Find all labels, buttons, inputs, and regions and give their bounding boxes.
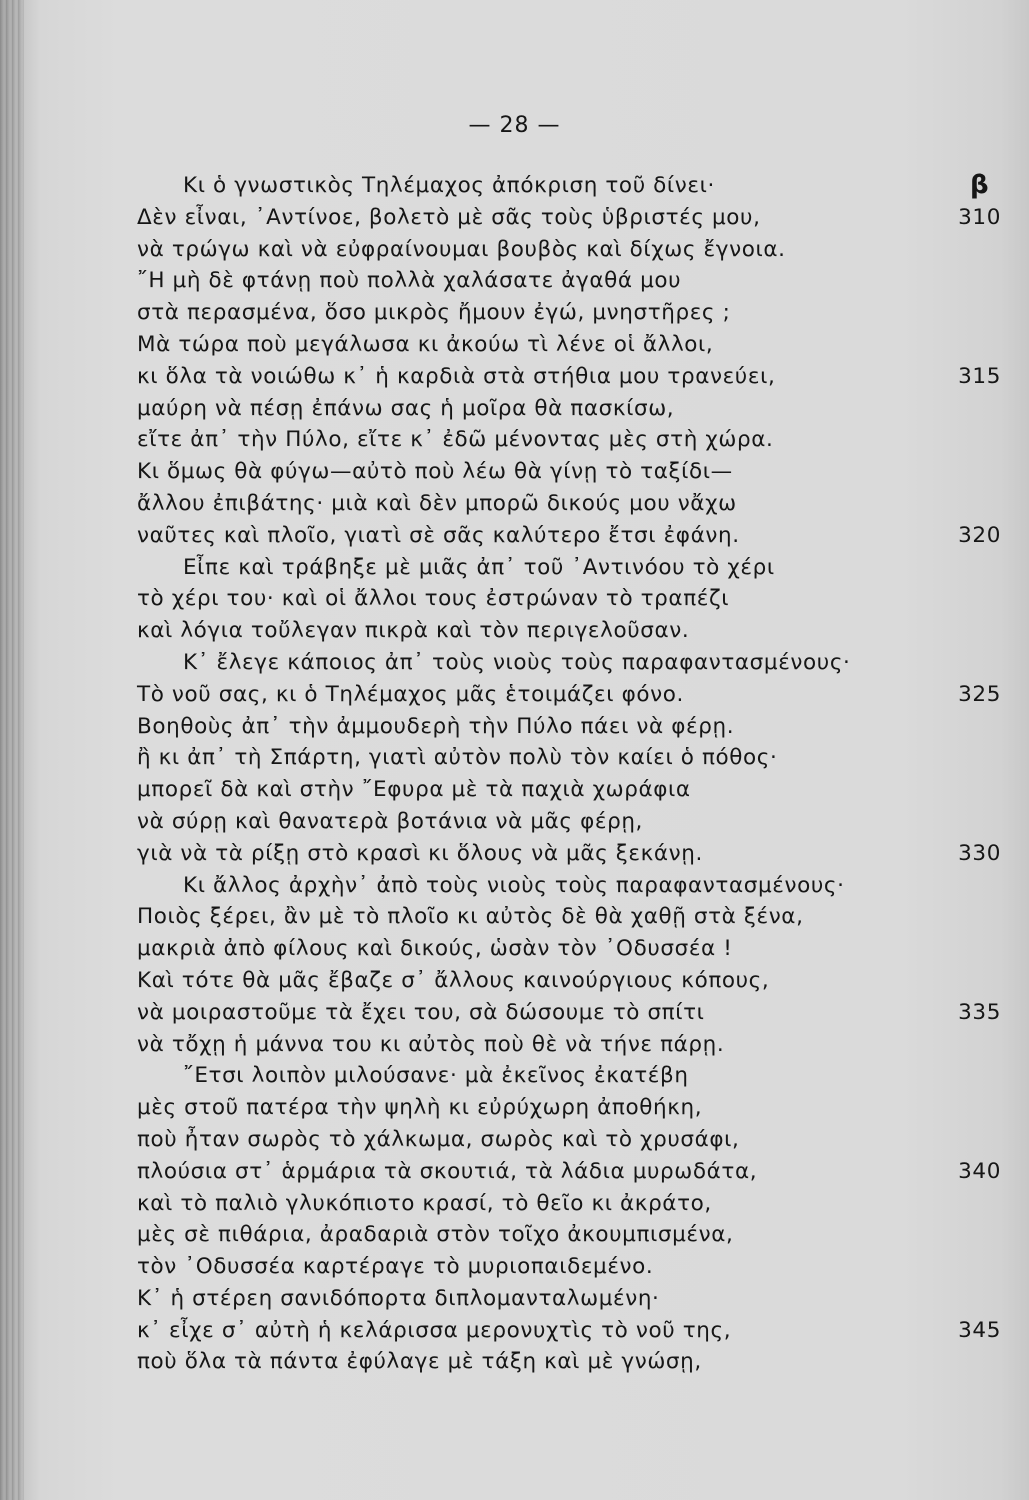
verse-line-text: ῎Ετσι λοιπὸν μιλούσανε· μὰ ἐκεῖνος ἐκατέβη (183, 1063, 689, 1089)
book-marker: β (970, 170, 989, 200)
verse-line (0, 1060, 1029, 1092)
verse-line (0, 774, 1029, 806)
verse-line-text: Καὶ τότε θὰ μᾶς ἔβαζε σ᾿ ἄλλους καινούργιους κόπους, (137, 967, 770, 993)
verse-line-text: ποὺ ὅλα τὰ πάντα ἐφύλαγε μὲ τάξη καὶ μὲ γνώσῃ, (137, 1349, 702, 1375)
verse-line (0, 456, 1029, 488)
line-number: 320 (958, 522, 1001, 548)
verse-line (0, 742, 1029, 774)
verse-line-text: ῎Η μὴ δὲ φτάνῃ ποὺ πολλὰ χαλάσατε ἀγαθά μου (137, 268, 682, 294)
verse-line-text: Βοηθοὺς ἀπ᾿ τὴν ἀμμουδερὴ τὴν Πύλο πάει νὰ φέρῃ. (137, 713, 735, 739)
verse-line (0, 870, 1029, 902)
verse-line (0, 806, 1029, 838)
verse-line (0, 1188, 1029, 1220)
verse-line-text: καὶ τὸ παλιὸ γλυκόπιοτο κρασί, τὸ θεῖο κι ἀκράτο, (137, 1190, 712, 1216)
verse-line (0, 901, 1029, 933)
verse-line-text: Τὸ νοῦ σας, κι ὁ Τηλέμαχος μᾶς ἑτοιμάζει φόνο. (137, 681, 684, 707)
verse-line-text: μακριὰ ἀπὸ φίλους καὶ δικούς, ὡσὰν τὸν ᾿Οδυσσέα ! (137, 936, 733, 962)
verse-line-text: Κι ὁ γνωστικὸς Τηλέμαχος ἀπόκριση τοῦ δίνει· (183, 173, 715, 198)
verse-line (0, 361, 1029, 393)
verse-line-text: Μὰ τώρα ποὺ μεγάλωσα κι ἀκούω τὶ λένε οἱ ἄλλοι, (137, 331, 714, 357)
line-number: 335 (958, 999, 1001, 1025)
verse-line-text: Ποιὸς ξέρει, ἂν μὲ τὸ πλοῖο κι αὐτὸς δὲ θὰ χαθῇ στὰ ξένα, (137, 904, 804, 930)
verse-line-text: μὲς στοῦ πατέρα τὴν ψηλὴ κι εὐρύχωρη ἀποθήκη, (137, 1095, 703, 1121)
verse-line (0, 711, 1029, 743)
verse-line-text: γιὰ νὰ τὰ ρίξῃ στὸ κρασὶ κι ὅλους νὰ μᾶς ξεκάνῃ. (137, 840, 703, 866)
verse-line (0, 265, 1029, 297)
verse-line-text: Κι ἄλλος ἀρχὴν᾿ ἀπὸ τοὺς νιοὺς τοὺς παραφαντασμένους· (183, 872, 845, 898)
verse-line-text: εἴτε ἀπ᾿ τὴν Πύλο, εἴτε κ᾿ ἐδῶ μένοντας μὲς στὴ χώρα. (137, 427, 774, 453)
verse-line (0, 679, 1029, 711)
verse-line-text: νὰ σύρῃ καὶ θανατερὰ βοτάνια νὰ μᾶς φέρῃ, (137, 808, 643, 834)
verse-line-text: ἄλλου ἐπιβάτης· μιὰ καὶ δὲν μπορῶ δικούς μου νἄχω (137, 490, 737, 516)
verse-line-text: κι ὅλα τὰ νοιώθω κ᾿ ἡ καρδιὰ στὰ στήθια μου τρανεύει, (137, 363, 776, 389)
verse-line (0, 297, 1029, 329)
verse-line-text: νὰ τὄχῃ ἡ μάννα του κι αὐτὸς ποὺ θὲ νὰ τήνε πάρῃ. (137, 1031, 725, 1057)
verse-line-text: πλούσια στ᾿ ἁρμάρια τὰ σκουτιά, τὰ λάδια μυρωδάτα, (137, 1158, 758, 1184)
verse-line-text: τὸ χέρι του· καὶ οἱ ἄλλοι τους ἐστρώναν τὸ τραπέζι (137, 586, 730, 612)
verse-line (0, 552, 1029, 584)
verse-line (0, 1092, 1029, 1124)
verse-line-text: ἢ κι ἀπ᾿ τὴ Σπάρτη, γιατὶ αὐτὸν πολὺ τὸν καίει ὁ πόθος· (137, 745, 778, 771)
line-number: 325 (958, 681, 1001, 707)
verse-line (0, 933, 1029, 965)
verse-line-text: Κ᾿ ἡ στέρεη σανιδόπορτα διπλομανταλωμένη· (137, 1285, 660, 1311)
verse-line (0, 424, 1029, 456)
verse-line (0, 1029, 1029, 1061)
verse-line (0, 838, 1029, 870)
verse-line-text: τὸν ᾿Οδυσσέα καρτέραγε τὸ μυριοπαιδεμένο. (137, 1254, 654, 1280)
verse-line-text: ναῦτες καὶ πλοῖο, γιατὶ σὲ σᾶς καλύτερο ἔτσι ἐφάνη. (137, 522, 740, 548)
verse-line-text: μὲς σὲ πιθάρια, ἀραδαριὰ στὸν τοῖχο ἀκουμπισμένα, (137, 1222, 734, 1248)
verse-line (0, 520, 1029, 552)
verse-line (0, 488, 1029, 520)
line-number: 345 (958, 1317, 1001, 1343)
verse-line (0, 202, 1029, 234)
verse-line-text: Δὲν εἶναι, ᾿Αντίνοε, βολετὸ μὲ σᾶς τοὺς ὑβριστές μου, (137, 204, 761, 230)
verse-line (0, 170, 1029, 202)
verse-line-text: στὰ περασμένα, ὅσο μικρὸς ἤμουν ἐγώ, μνηστῆρες ; (137, 300, 731, 326)
line-number: 315 (958, 363, 1001, 389)
verse-line (0, 1346, 1029, 1378)
verse-line (0, 234, 1029, 266)
line-number: 340 (958, 1158, 1001, 1184)
verse-line-text: Κι ὅμως θὰ φύγω—αὐτὸ ποὺ λέω θὰ γίνῃ τὸ ταξίδι— (137, 459, 733, 485)
verse-line (0, 997, 1029, 1029)
verse-line-text: μπορεῖ δὰ καὶ στὴν ῎Εφυρα μὲ τὰ παχιὰ χωράφια (137, 777, 691, 803)
verse-line-text: νὰ μοιραστοῦμε τὰ ἔχει του, σὰ δώσουμε τὸ σπίτι (137, 999, 705, 1025)
verse-line-text: κ᾿ εἶχε σ᾿ αὐτὴ ἡ κελάρισσα μερονυχτὶς τὸ νοῦ της, (137, 1317, 732, 1343)
verse-line (0, 329, 1029, 361)
verse-line (0, 1124, 1029, 1156)
verse-line-text: ποὺ ἦταν σωρὸς τὸ χάλκωμα, σωρὸς καὶ τὸ χρυσάφι, (137, 1126, 740, 1152)
line-number: 310 (958, 204, 1001, 230)
verse-line (0, 965, 1029, 997)
verse-line-text: καὶ λόγια τοὔλεγαν πικρὰ καὶ τὸν περιγελοῦσαν. (137, 618, 690, 644)
verse-line (0, 1219, 1029, 1251)
verse-text (0, 170, 1029, 1378)
verse-line-text: Κ᾿ ἔλεγε κάποιος ἀπ᾿ τοὺς νιοὺς τοὺς παραφαντασμένους· (183, 649, 851, 675)
verse-line (0, 583, 1029, 615)
verse-line (0, 1283, 1029, 1315)
page-number: — 28 — (468, 113, 561, 138)
verse-line-text: Εἶπε καὶ τράβηξε μὲ μιᾶς ἀπ᾿ τοῦ ᾿Αντινόου τὸ χέρι (183, 554, 775, 580)
verse-line-text: νὰ τρώγω καὶ νὰ εὐφραίνουμαι βουβὸς καὶ δίχως ἔγνοια. (137, 236, 786, 262)
verse-line (0, 393, 1029, 425)
verse-line (0, 615, 1029, 647)
verse-line (0, 1315, 1029, 1347)
verse-line (0, 1156, 1029, 1188)
verse-line-text: μαύρη νὰ πέσῃ ἐπάνω σας ἡ μοῖρα θὰ πασκίσω, (137, 395, 675, 421)
line-number: 330 (958, 840, 1001, 866)
verse-line (0, 1251, 1029, 1283)
verse-line (0, 647, 1029, 679)
